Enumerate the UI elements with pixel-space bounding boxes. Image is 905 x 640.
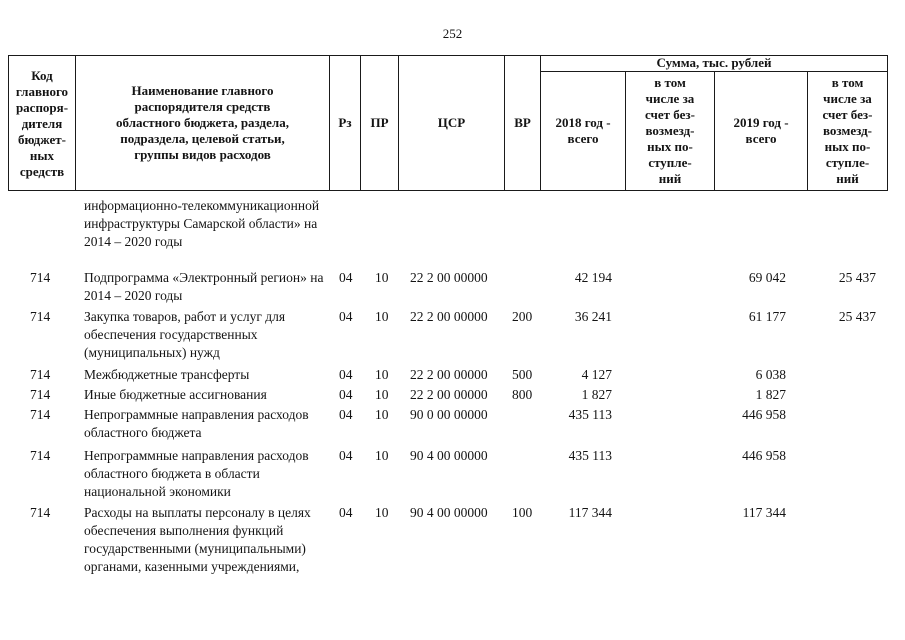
row-kod: 714 [30,387,51,402]
row-sum-2019: 1 827 [755,387,786,402]
row-name: Подпрограмма «Электронный регион» на 2014 – 2020 годы [84,270,324,303]
row-rz: 04 [339,270,353,285]
row-sum-2018: 435 113 [568,407,612,422]
row-vr: 800 [512,387,533,402]
row-rz: 04 [339,448,353,463]
row-name: Межбюджетные трансферты [84,367,250,382]
row-name: Иные бюджетные ассигнования [84,387,267,402]
header-2018-line: 2018 год - [555,115,611,130]
header-2018-line: всего [567,131,599,146]
header-bez-2018-line: ний [658,171,682,186]
row-kod: 714 [30,448,51,463]
header-bez-2018-line: числе за [645,91,695,106]
header-bez-2018-line: ных по- [647,139,693,154]
header-kod-line: бюджет- [17,132,66,147]
header-name [76,55,329,190]
header-kod [9,59,75,189]
header-kod-line: ных [29,148,55,163]
header-name-line: группы видов расходов [134,146,271,162]
row-sum-2019: 69 042 [748,270,786,285]
header-name-line: Наименование главного [131,82,274,98]
header-sum: Сумма, тыс. рублей [656,55,772,70]
header-bez-2018-line: в том [654,75,686,90]
row-sum-2018: 36 241 [574,309,612,324]
row-kod: 714 [30,367,51,382]
row-name: Закупка товаров, работ и услуг для обеспечения государственных (муниципальных) нужд [84,309,286,360]
row-pr: 10 [375,505,389,520]
row-csr: 22 2 00 00000 [410,270,488,285]
header-2018 [541,72,625,190]
row-name: Непрограммные направления расходов областного бюджета [84,407,309,440]
table-header [8,55,888,191]
header-bez-2019-line: возмезд- [823,123,872,138]
header-bez-2018-line: ступле- [648,155,692,170]
header-bez-2019-line: ступле- [825,155,870,170]
row-rz: 04 [339,407,353,422]
row-pr: 10 [375,407,389,422]
row-csr: 22 2 00 00000 [410,367,488,382]
header-2019-line: 2019 год - [733,115,789,130]
row-bez-2019: 25 437 [838,270,876,285]
row-sum-2018: 4 127 [581,367,612,382]
header-pr: ПР [370,114,389,130]
header-csr: ЦСР [437,114,466,130]
header-kod-line: распоря- [15,100,69,115]
header-name-line: распорядителя средств [134,98,271,114]
row-sum-2018: 42 194 [574,270,612,285]
header-bez-2019-line: ных по- [824,139,871,154]
row-sum-2019: 6 038 [755,367,786,382]
header-name-line: подраздела, целевой статьи, [120,130,285,146]
row-kod: 714 [30,270,51,285]
header-2019 [715,72,807,190]
row-pr: 10 [375,309,389,324]
row-rz: 04 [339,387,353,402]
header-bez-2019 [808,72,887,190]
row-csr: 22 2 00 00000 [410,309,488,324]
row-rz: 04 [339,309,353,324]
row-csr: 90 0 00 00000 [410,407,488,422]
row-sum-2019: 446 958 [742,407,786,422]
header-rz: Рз [338,114,352,130]
header-name-line: областного бюджета, раздела, [116,114,289,130]
row-bez-2019: 25 437 [838,309,876,324]
header-kod-line: дителя [21,116,63,131]
header-bez-2019-line: числе за [823,91,872,106]
header-kod-line: Код [31,68,53,83]
row-kod: 714 [30,505,51,520]
row-rz: 04 [339,367,353,382]
row-pr: 10 [375,448,389,463]
row-csr: 90 4 00 00000 [410,448,488,463]
row-sum-2018: 1 827 [581,387,612,402]
row-csr: 90 4 00 00000 [410,505,488,520]
header-kod-line: средств [19,164,65,179]
row-kod: 714 [30,309,51,324]
row-csr: 22 2 00 00000 [410,387,488,402]
header-vr: ВР [514,114,531,130]
header-bez-2019-line: в том [831,75,864,90]
header-bez-2018-line: счет без- [645,107,695,122]
row-sum-2018: 435 113 [568,448,612,463]
row-sum-2019: 117 344 [742,505,786,520]
row-kod: 714 [30,407,51,422]
row-name: информационно-телекоммуникационной инфраструктуры Самарской области» на 2014 – 2020 годы [84,198,320,249]
row-vr: 500 [512,367,533,382]
header-kod-line: главного [15,84,69,99]
row-vr: 100 [512,505,533,520]
row-name: Непрограммные направления расходов областного бюджета в области национальной экономики [84,448,309,499]
row-pr: 10 [375,367,389,382]
header-bez-2018 [626,72,714,190]
row-vr: 200 [512,309,533,324]
header-2019-line: всего [745,131,777,146]
row-sum-2018: 117 344 [568,505,612,520]
header-bez-2018-line: возмезд- [645,123,695,138]
row-sum-2019: 61 177 [748,309,786,324]
row-rz: 04 [339,505,353,520]
row-pr: 10 [375,387,389,402]
row-pr: 10 [375,270,389,285]
page-number: 252 [442,26,463,41]
row-sum-2019: 446 958 [742,448,786,463]
row-name: Расходы на выплаты персоналу в целях обеспечения выполнения функций государственными (муниципальными) органами, казенными учреждениями, [84,505,311,574]
header-bez-2019-line: счет без- [822,107,873,122]
header-bez-2019-line: ний [836,171,859,186]
